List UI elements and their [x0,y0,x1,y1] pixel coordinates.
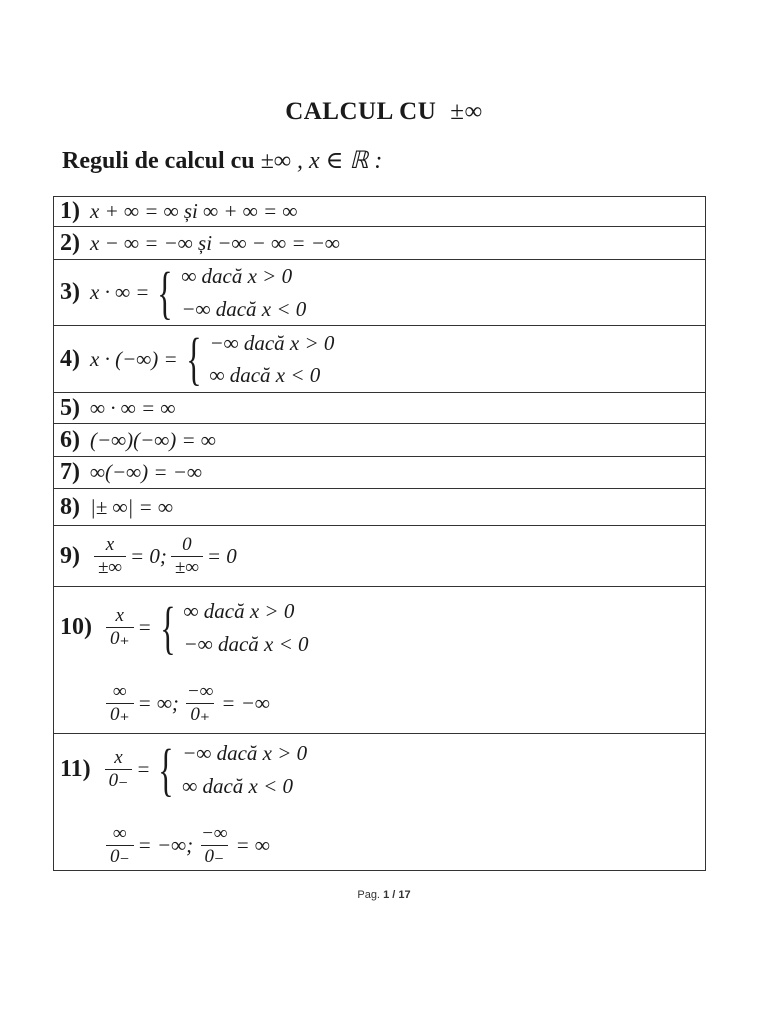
case-positive: ∞ dacă x > 0 [181,264,293,288]
left-brace: { [157,259,174,325]
rule-expression: ∞(−∞) = −∞ [90,460,202,485]
rule-expression: x − ∞ = −∞ și −∞ − ∞ = −∞ [90,230,340,255]
rule-number: 11) [60,756,91,783]
equals-text: = ∞ [235,833,270,858]
fraction [105,748,133,791]
title-symbol: ±∞ [450,98,483,125]
equals-text: = [137,615,152,640]
rule-row-9 [54,526,706,587]
numerator: x [115,605,124,627]
case-negative: ∞ dacă x < 0 [209,363,321,388]
rule-number: 7) [60,459,80,486]
numerator: −∞ [186,681,214,703]
rule-row-6 [54,424,706,457]
numerator: x [105,533,115,555]
footer-prefix: Pag. [357,889,380,901]
footer-current-page: 1 [383,889,390,901]
denominator: ±∞ [94,556,126,578]
page-title [0,98,768,126]
left-brace: { [185,326,202,392]
rule-row-8 [54,489,706,526]
equals-text: = −∞; [137,833,194,858]
fraction [106,606,134,649]
fraction [171,535,203,578]
cases [181,260,306,325]
rule-number: 6) [60,426,80,453]
rule-number: 1) [60,198,80,224]
rule-row-7 [54,457,706,489]
rule-row-4 [54,326,706,393]
rule-number: 9) [60,542,80,569]
case-negative: −∞ dacă x < 0 [181,296,307,321]
rule-number: 5) [60,394,80,421]
case-positive: −∞ dacă x > 0 [209,330,335,355]
rule-number: 8) [60,493,80,520]
cases [184,595,309,660]
rule-expression: ∞ · ∞ = ∞ [90,395,176,420]
rule-row-3 [54,260,706,326]
cases [209,327,334,392]
equals-text: = 0 [206,543,237,568]
denominator: 0₋ [105,769,133,791]
denominator: 0₋ [106,845,134,867]
rule-number: 10) [60,614,92,641]
rule-expression: |± ∞| = ∞ [90,494,173,519]
subtitle-text: Reguli de calcul cu [62,148,255,174]
denominator: ±∞ [171,556,203,578]
fraction [106,824,134,867]
footer-total-pages: 17 [398,889,411,901]
cases [182,737,307,802]
left-brace: { [158,736,174,802]
left-brace: { [159,594,176,660]
rule-row-11 [54,734,706,871]
equals-text: = ∞; [137,691,179,716]
rule-number: 4) [60,345,80,372]
rule-number: 2) [60,229,80,256]
rule-expression: (−∞)(−∞) = ∞ [90,427,216,452]
rule-lhs: x · ∞ = [90,280,150,305]
case-positive: ∞ dacă x > 0 [183,599,295,624]
case-negative: ∞ dacă x < 0 [182,773,294,798]
fraction [197,824,231,867]
numerator: ∞ [112,681,127,703]
rule-row-1 [54,197,706,227]
rule-row-2 [54,227,706,260]
equals-text: = 0; [129,543,167,568]
rule-second-line [60,682,705,725]
rule-row-10 [54,587,706,734]
footer-separator: / [392,889,396,901]
subtitle-math: ±∞ , x ∈ ℝ : [260,148,383,174]
page-footer [0,889,768,901]
equals-text: = −∞ [221,691,270,716]
fraction [106,682,134,725]
equals-text: = [136,757,151,782]
denominator: 0₊ [106,627,134,649]
numerator: 0 [182,533,192,555]
fraction [183,682,217,725]
numerator: ∞ [112,823,127,845]
fraction [94,535,126,578]
case-negative: −∞ dacă x < 0 [183,631,309,656]
rule-lhs: x · (−∞) = [90,346,178,371]
denominator: 0₊ [106,703,134,725]
numerator: −∞ [201,823,228,845]
denominator: 0₊ [186,703,214,725]
rule-number: 3) [60,279,80,306]
title-text: CALCUL CU [285,98,437,125]
rules-table [53,196,706,871]
case-positive: −∞ dacă x > 0 [182,741,308,766]
denominator: 0₋ [201,845,229,867]
rule-expression: x + ∞ = ∞ și ∞ + ∞ = ∞ [90,199,298,223]
rule-second-line [60,824,705,867]
section-heading [62,146,382,175]
numerator: x [114,747,123,769]
rule-row-5 [54,393,706,424]
